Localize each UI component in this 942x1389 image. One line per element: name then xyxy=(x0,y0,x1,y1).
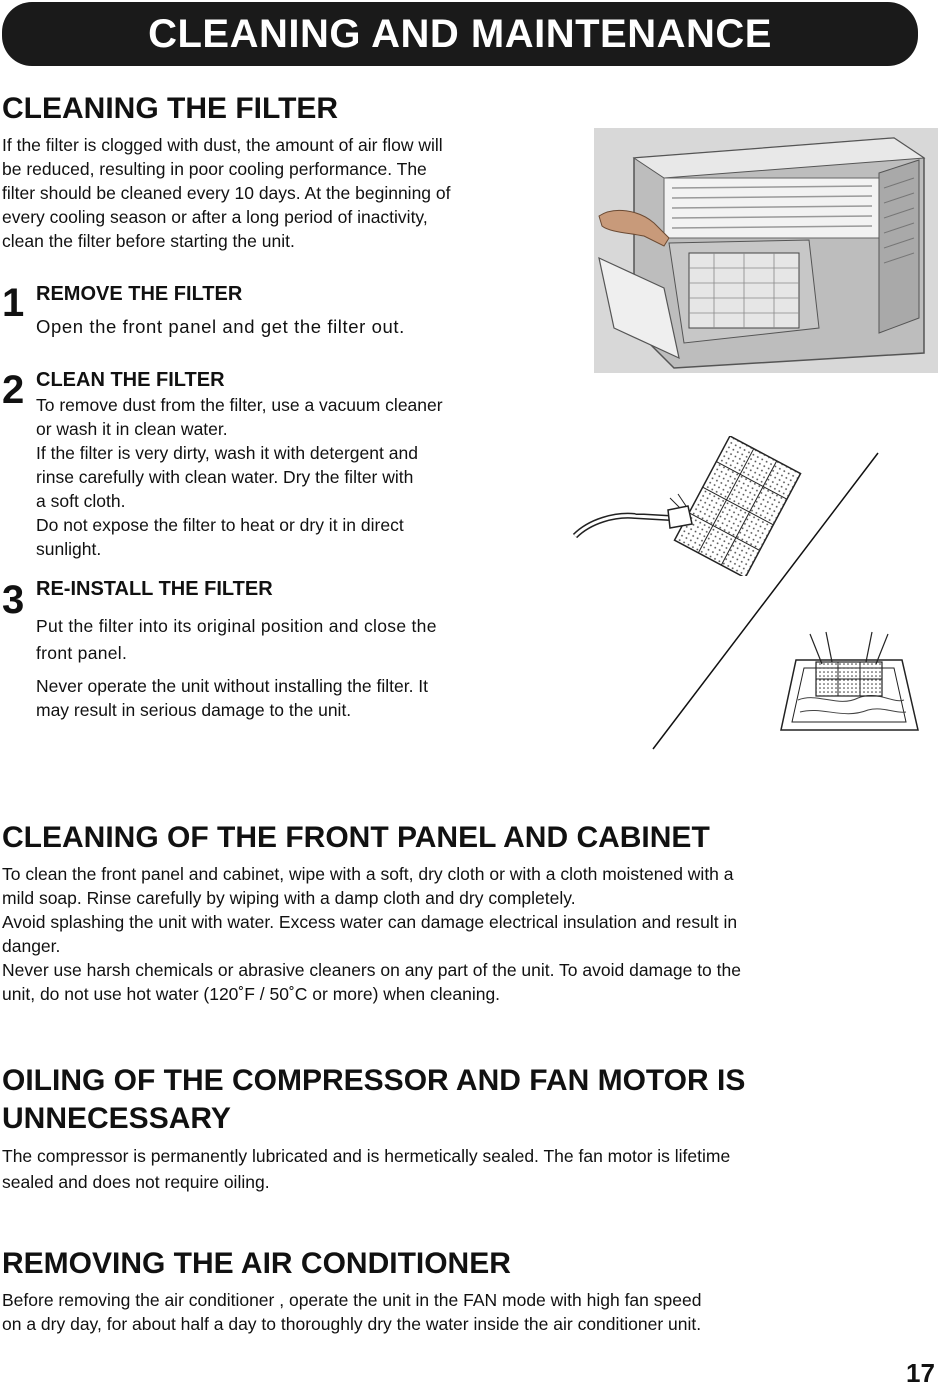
step-text: Open the front panel and get the filter out. xyxy=(36,316,405,337)
removing-line: Before removing the air conditioner , operate the unit in the FAN mode with high fan speed xyxy=(2,1290,702,1310)
oiling-text xyxy=(2,1143,932,1195)
intro-line: filter should be cleaned every 10 days. At the beginning of xyxy=(2,183,451,203)
section-title-cabinet: CLEANING OF THE FRONT PANEL AND CABINET xyxy=(2,821,710,854)
step-text xyxy=(36,613,536,667)
filter-intro xyxy=(2,133,562,253)
page-banner: CLEANING AND MAINTENANCE xyxy=(2,2,918,66)
cabinet-text xyxy=(2,862,932,1006)
step-line: If the filter is very dirty, wash it with detergent and xyxy=(36,443,418,463)
cabinet-line: Avoid splashing the unit with water. Excess water can damage electrical insulation and result in xyxy=(2,912,738,932)
warning-line: Never operate the unit without installing the filter. It xyxy=(36,676,429,696)
oiling-line: The compressor is permanently lubricated and is hermetically sealed. The fan motor is lifetime xyxy=(2,1146,731,1166)
oiling-line: sealed and does not require oiling. xyxy=(2,1172,270,1192)
step-line: or wash it in clean water. xyxy=(36,419,228,439)
section-title-filter: CLEANING THE FILTER xyxy=(2,92,339,125)
step-line: Do not expose the filter to heat or dry it in direct xyxy=(36,515,404,535)
title-line: UNNECESSARY xyxy=(2,1102,231,1135)
step-title: CLEAN THE FILTER xyxy=(36,369,225,391)
removing-text xyxy=(2,1288,932,1336)
warning-text xyxy=(36,674,536,722)
step-title: RE-INSTALL THE FILTER xyxy=(36,578,273,600)
section-title-oiling xyxy=(2,1062,745,1138)
removing-line: on a dry day, for about half a day to thoroughly dry the water inside the air conditioner unit. xyxy=(2,1314,702,1334)
step-number: 3 xyxy=(2,578,25,622)
intro-line: clean the filter before starting the unit. xyxy=(2,231,295,251)
step-title: REMOVE THE FILTER xyxy=(36,283,243,305)
warning-line: may result in serious damage to the unit. xyxy=(36,700,352,720)
step-line: Put the filter into its original position and close the xyxy=(36,616,437,636)
page-number: 17 xyxy=(906,1358,935,1388)
intro-line: every cooling season or after a long period of inactivity, xyxy=(2,207,428,227)
step-line: sunlight. xyxy=(36,539,102,559)
step-line: rinse carefully with clean water. Dry the filter with xyxy=(36,467,414,487)
cabinet-line: To clean the front panel and cabinet, wipe with a soft, dry cloth or with a cloth moistened with a xyxy=(2,864,734,884)
intro-line: If the filter is clogged with dust, the amount of air flow will xyxy=(2,135,443,155)
title-line: OILING OF THE COMPRESSOR AND FAN MOTOR IS xyxy=(2,1064,746,1097)
intro-line: be reduced, resulting in poor cooling performance. The xyxy=(2,159,427,179)
step-text xyxy=(36,393,536,561)
step-number: 2 xyxy=(2,368,25,412)
cabinet-line: mild soap. Rinse carefully by wiping with a damp cloth and dry completely. xyxy=(2,888,576,908)
ac-unit-illustration xyxy=(594,128,938,373)
cabinet-line: Never use harsh chemicals or abrasive cleaners on any part of the unit. To avoid damage to the xyxy=(2,960,741,980)
cabinet-line: unit, do not use hot water (120˚F / 50˚C or more) when cleaning. xyxy=(2,984,501,1004)
cabinet-line: danger. xyxy=(2,936,61,956)
step-number: 1 xyxy=(2,281,25,325)
step-line: a soft cloth. xyxy=(36,491,126,511)
step-line: front panel. xyxy=(36,643,128,663)
section-title-removing: REMOVING THE AIR CONDITIONER xyxy=(2,1247,511,1280)
washing-filter-illustration xyxy=(778,630,920,734)
step-line: To remove dust from the filter, use a vacuum cleaner xyxy=(36,395,443,415)
